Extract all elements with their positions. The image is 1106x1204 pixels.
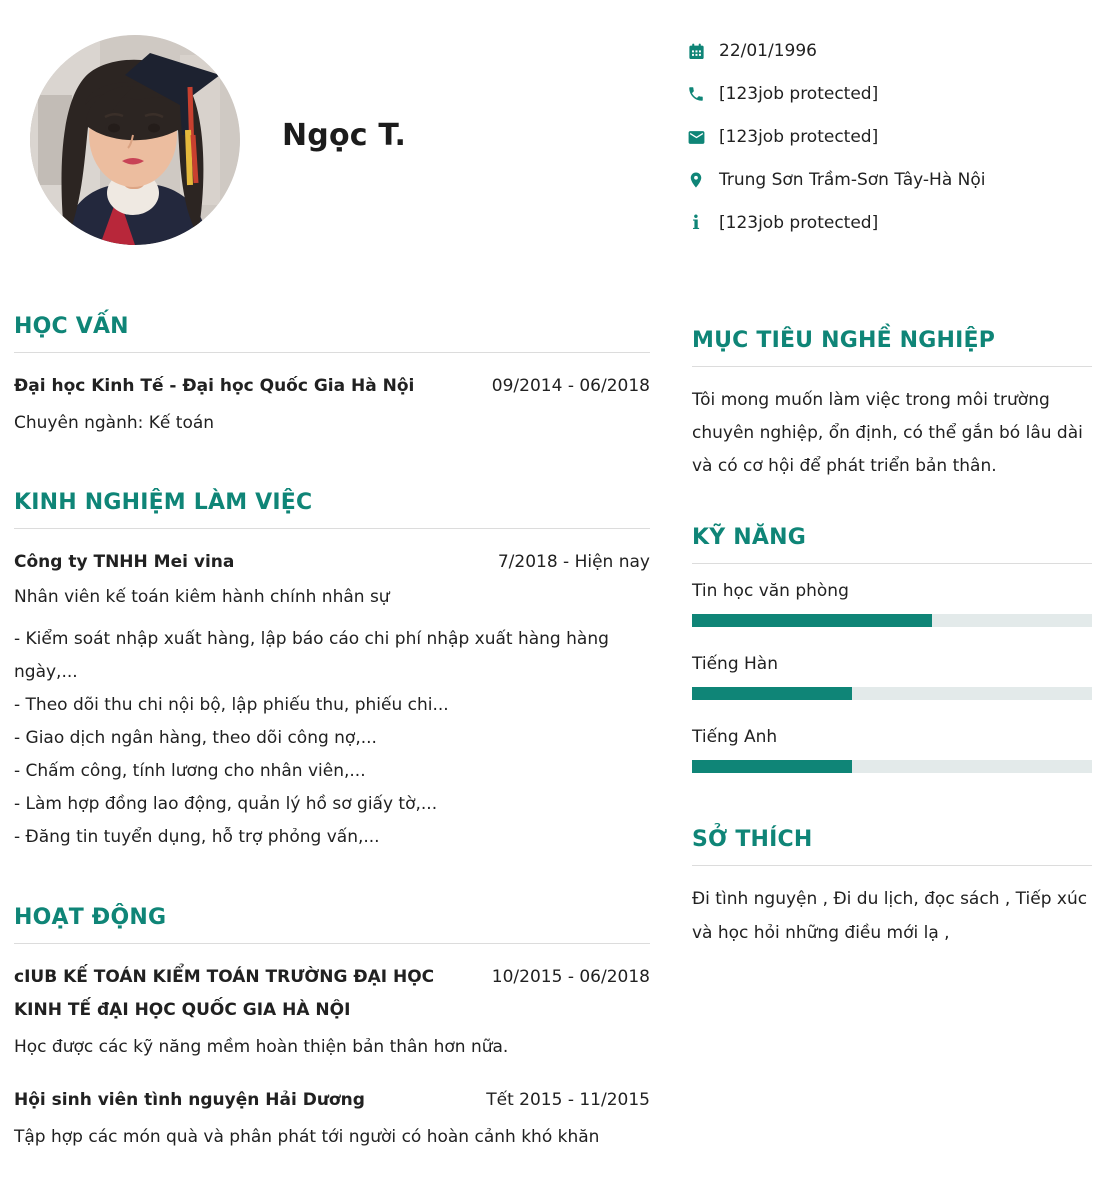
section-education — [14, 314, 650, 440]
contact-info[interactable] — [686, 213, 1092, 233]
experience-bullet: - Kiểm soát nhập xuất hàng, lập báo cáo chi phí nhập xuất hàng hàng ngày,... — [14, 628, 609, 682]
skill-bar-track — [692, 760, 1092, 773]
section-experience — [14, 490, 650, 854]
skill-bar-track — [692, 614, 1092, 627]
contact-phone[interactable] — [686, 84, 1092, 104]
education-entry — [14, 370, 650, 440]
experience-bullet: - Đăng tin tuyển dụng, hỗ trợ phỏng vấn,... — [14, 827, 380, 848]
experience-bullet: - Làm hợp đồng lao động, quản lý hồ sơ giấy tờ,... — [14, 794, 438, 815]
activity-date: Tết 2015 - 11/2015 — [486, 1089, 650, 1110]
contact-list — [686, 35, 1092, 256]
experience-bullet: - Chấm công, tính lương cho nhân viên,... — [14, 761, 366, 782]
activities-title: HOẠT ĐỘNG — [14, 905, 650, 944]
profile-photo-illustration — [30, 35, 240, 245]
contact-birthdate — [686, 41, 1092, 61]
objective-title: MỤC TIÊU NGHỀ NGHIỆP — [692, 328, 1092, 367]
skill-label: Tiếng Hàn — [692, 654, 778, 675]
info-icon: i — [692, 211, 700, 234]
activity-name: Hội sinh viên tình nguyện Hải Dương — [14, 1089, 365, 1110]
location-icon — [686, 171, 706, 189]
section-hobbies — [692, 827, 1092, 949]
skill-item — [692, 727, 1092, 773]
education-date: 09/2014 - 06/2018 — [491, 376, 650, 396]
contact-email[interactable] — [686, 127, 1092, 147]
job-title: Nhân viên kế toán kiêm hành chính nhân sự — [14, 587, 390, 608]
activity-name: cIUB KẾ TOÁN KIỂM TOÁN TRƯỜNG ĐẠI HỌC KINH TẾ đẠI HỌC QUỐC GIA HÀ NỘI — [14, 966, 435, 1020]
left-column — [14, 314, 650, 1204]
skill-bar-track — [692, 687, 1092, 700]
right-column — [692, 328, 1092, 1204]
skill-bar-fill — [692, 687, 852, 700]
contact-info-text: [123job protected] — [719, 213, 879, 233]
activity-date: 10/2015 - 06/2018 — [491, 966, 650, 987]
hobbies-title: SỞ THÍCH — [692, 827, 1092, 866]
skill-item — [692, 581, 1092, 627]
section-objective — [692, 328, 1092, 483]
hobbies-text: Đi tình nguyện , Đi du lịch, đọc sách , Tiếp xúc và học hỏi những điều mới lạ , — [692, 889, 1088, 943]
experience-bullet: - Theo dõi thu chi nội bộ, lập phiếu thu, phiếu chi... — [14, 694, 449, 715]
contact-email-text: [123job protected] — [719, 127, 879, 147]
contact-address — [686, 170, 1092, 190]
objective-text: Tôi mong muốn làm việc trong môi trường chuyên nghiệp, ổn định, có thể gắn bó lâu dài và có cơ hội để phát triển bản thân. — [692, 390, 1083, 477]
activity-detail: Học được các kỹ năng mềm hoàn thiện bản thân hơn nữa. — [14, 1036, 509, 1057]
content-columns — [14, 314, 1092, 1204]
header — [14, 0, 1092, 256]
activity-entry — [14, 961, 650, 1064]
section-skills — [692, 525, 1092, 773]
experience-bullets — [14, 623, 650, 855]
company-name: Công ty TNHH Mei vina — [14, 552, 235, 573]
contact-phone-text: [123job protected] — [719, 84, 879, 104]
email-icon — [686, 128, 706, 147]
candidate-name: Ngọc T. — [282, 117, 407, 153]
contact-address-text: Trung Sơn Trầm-Sơn Tây-Hà Nội — [719, 170, 986, 190]
identity-block — [14, 35, 406, 245]
skill-bar-fill — [692, 760, 852, 773]
skills-title: KỸ NĂNG — [692, 525, 1092, 564]
skill-item — [692, 654, 1092, 700]
skill-label: Tin học văn phòng — [692, 581, 849, 602]
education-title: HỌC VẤN — [14, 314, 650, 353]
skill-label: Tiếng Anh — [692, 727, 778, 748]
contact-birthdate-text: 22/01/1996 — [719, 41, 817, 61]
experience-bullet: - Giao dịch ngân hàng, theo dõi công nợ,... — [14, 727, 377, 748]
skill-bar-fill — [692, 614, 932, 627]
calendar-icon — [686, 42, 706, 61]
profile-photo — [30, 35, 240, 245]
phone-icon — [686, 85, 706, 103]
education-detail: Chuyên ngành: Kế toán — [14, 413, 215, 434]
experience-entry — [14, 546, 650, 854]
experience-title: KINH NGHIỆM LÀM VIỆC — [14, 490, 650, 529]
activity-entry — [14, 1084, 650, 1154]
section-activities — [14, 905, 650, 1155]
activity-detail: Tập hợp các món quà và phân phát tới người có hoàn cảnh khó khăn — [14, 1127, 600, 1148]
school-name: Đại học Kinh Tế - Đại học Quốc Gia Hà Nội — [14, 376, 415, 396]
experience-date: 7/2018 - Hiện nay — [497, 552, 650, 573]
